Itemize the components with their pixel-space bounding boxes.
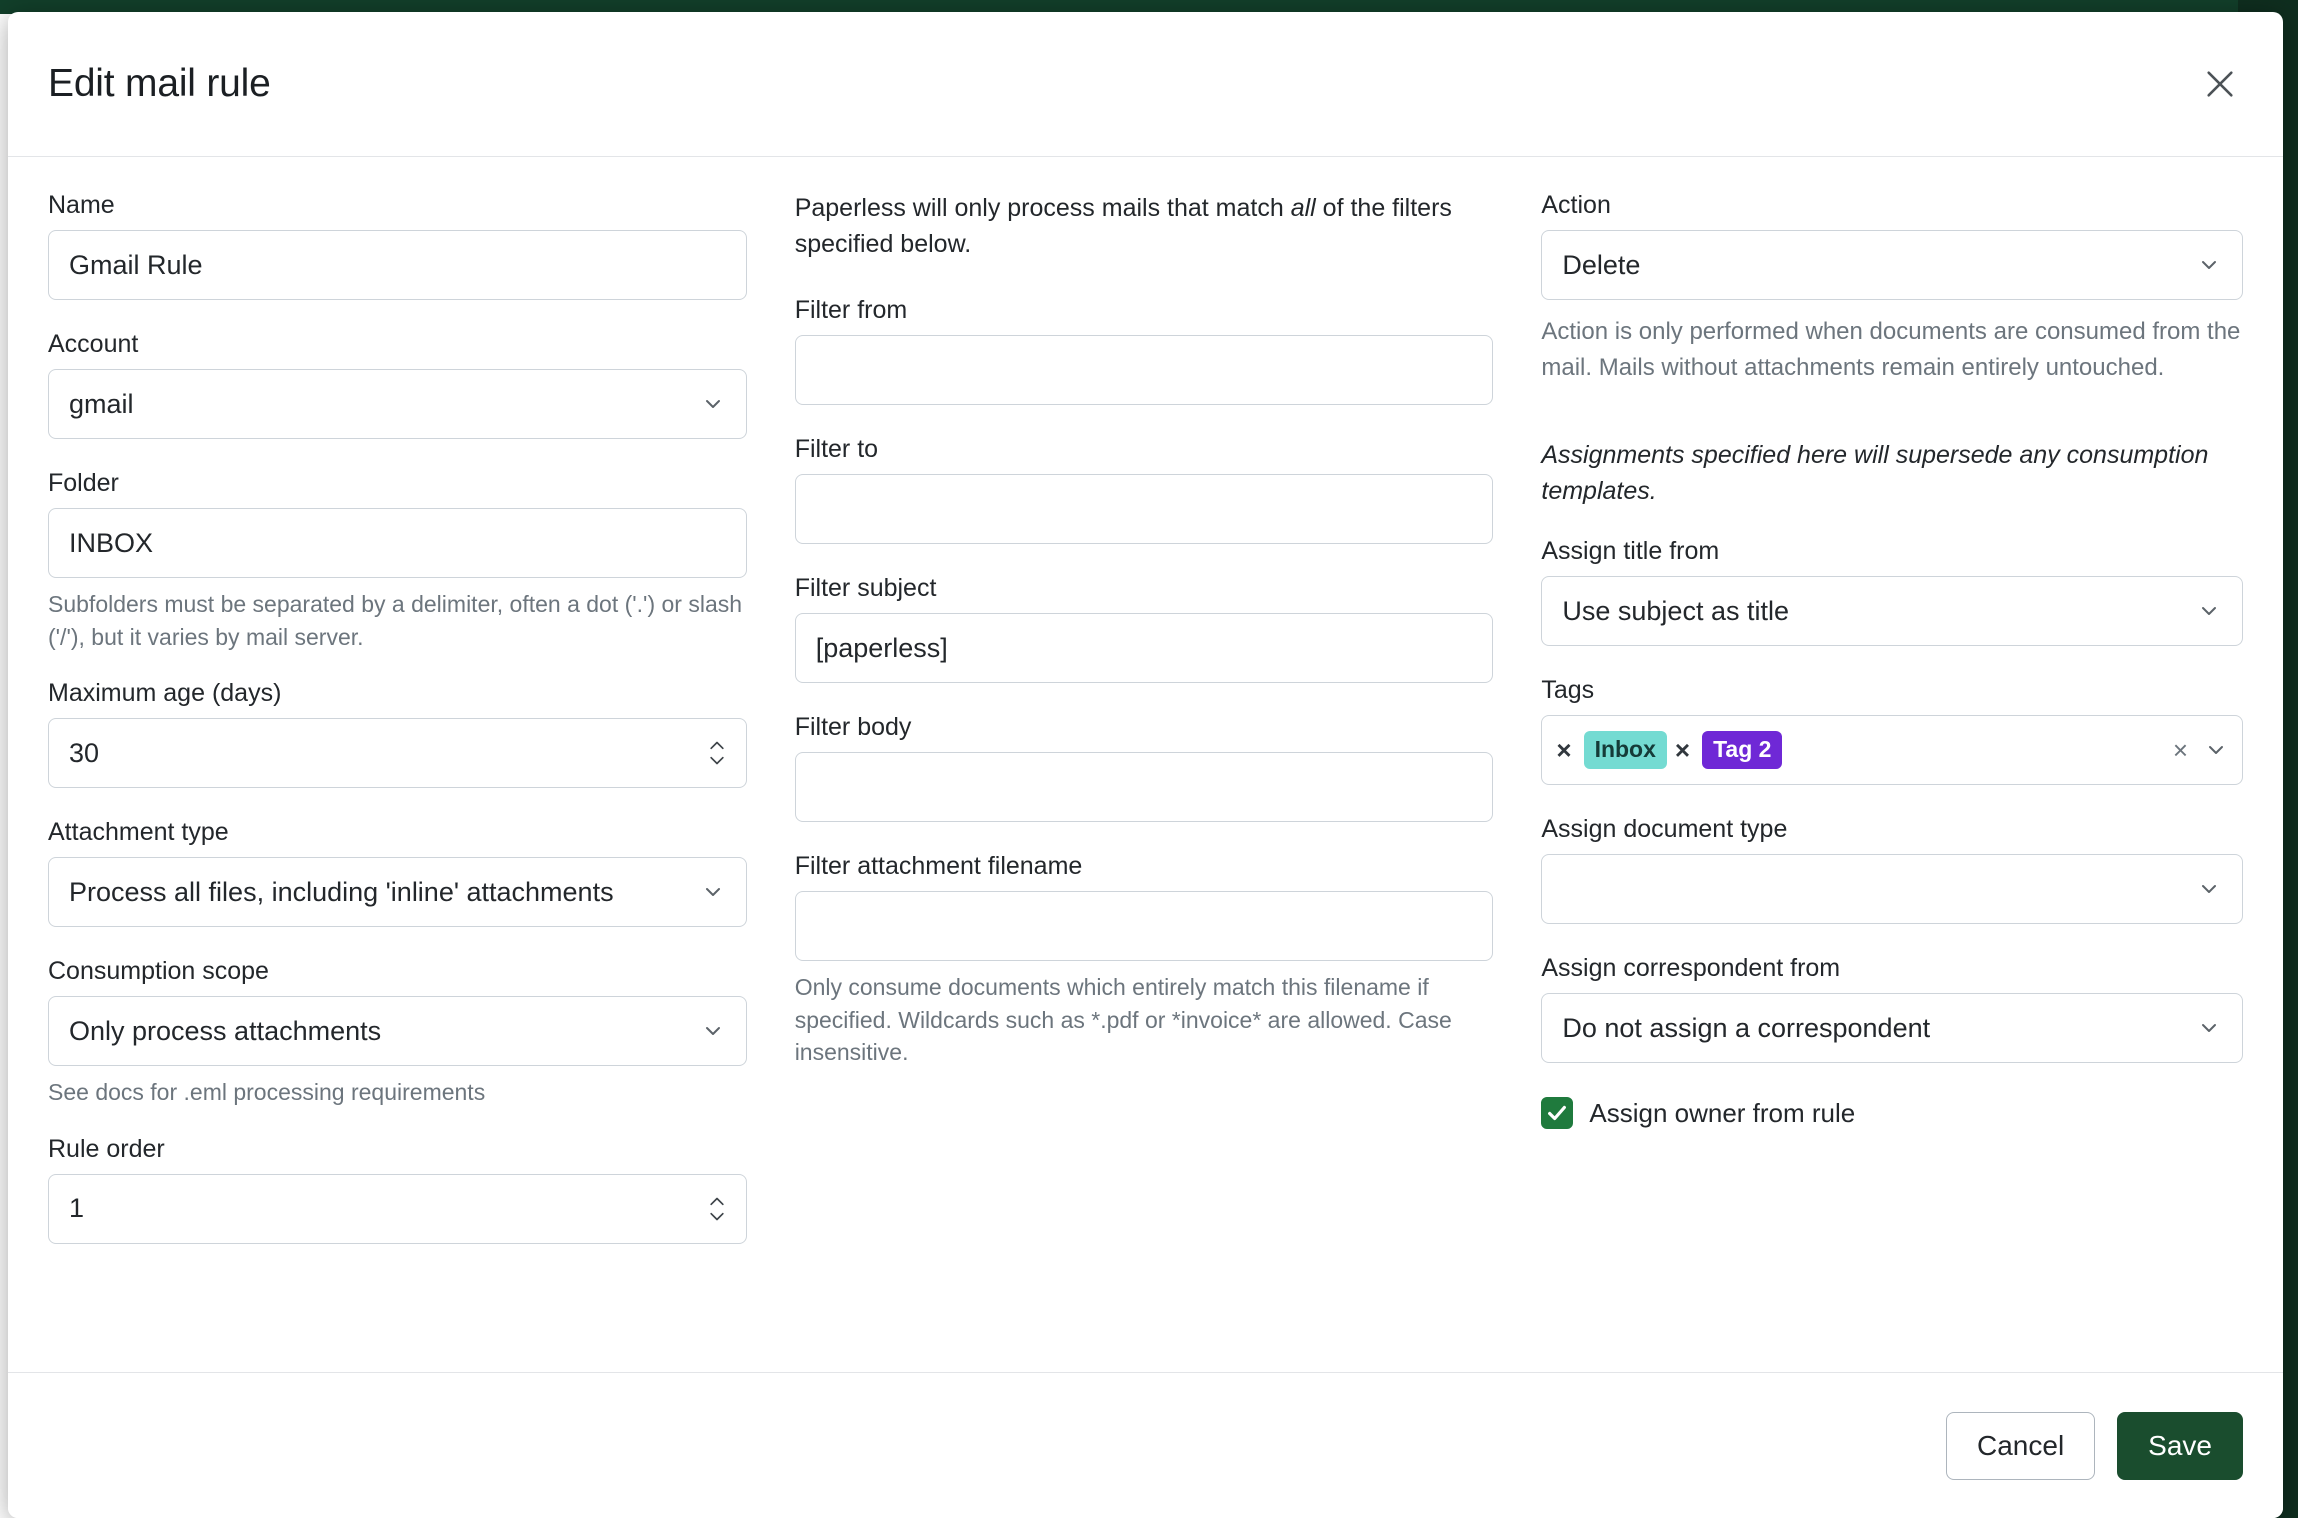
action-hint: Action is only performed when documents are consumed from the mail. Mails without attachments remain entirely untouched. [1541,318,2241,381]
field-filter-from [795,296,1494,405]
settings-column [48,191,795,1372]
assign-owner-checkbox[interactable] [1541,1097,1573,1129]
account-select-wrap [48,369,747,439]
filter-to-label: Filter to [794,435,879,463]
consumption-scope-select-wrap [48,996,747,1066]
assign-owner-label: Assign owner from rule [1589,1097,1856,1128]
tags-input[interactable] [1541,715,2243,785]
assign-document-type-label: Assign document type [1541,815,1788,843]
filter-body-label: Filter body [794,713,912,741]
field-filter-subject [795,574,1494,683]
maximum-age-input[interactable] [48,718,747,788]
field-folder [48,469,747,653]
filter-body-input[interactable] [795,752,1494,822]
maximum-age-wrap [48,718,747,788]
folder-input[interactable] [48,508,747,578]
rule-order-input[interactable] [48,1174,747,1244]
dialog-title: Edit mail rule [48,62,271,105]
filter-subject-label: Filter subject [794,574,937,602]
assign-correspondent-select-wrap [1541,993,2243,1063]
assign-title-select-wrap [1541,576,2243,646]
save-button[interactable]: Save [2117,1412,2243,1480]
name-input[interactable] [48,230,747,300]
filter-attachment-hint: Only consume documents which entirely match this filename if specified. Wildcards such as *.pdf or *invoice* are allowed. Case insensitive. [794,974,1452,1066]
close-icon[interactable] [2193,57,2247,111]
tag-pill-label: Inbox [1584,731,1667,769]
attachment-type-label: Attachment type [48,818,229,847]
cancel-button[interactable]: Cancel [1946,1412,2095,1480]
rule-order-wrap [48,1174,747,1244]
assign-title-label: Assign title from [1541,537,1720,565]
field-name [48,191,747,300]
assign-title-select[interactable]: Use subject as title [1541,576,2243,646]
attachment-type-select[interactable]: Process all files, including 'inline' attachments [48,857,747,927]
tags-label: Tags [1541,676,1595,704]
folder-hint: Subfolders must be separated by a delimiter, often a dot ('.') or slash ('/'), but it varies by mail server. [48,591,743,650]
field-consumption-scope [48,957,747,1109]
tag-chip[interactable] [1554,731,1667,769]
field-rule-order [48,1135,747,1244]
field-assign-title [1541,537,2243,646]
filters-intro [795,191,1494,262]
assign-document-type-select-wrap [1541,854,2243,924]
field-attachment-type [48,818,747,927]
dialog-header [8,12,2283,157]
tag-chip[interactable] [1673,731,1783,769]
filter-attachment-filename-label: Filter attachment filename [794,852,1083,880]
field-filter-body [795,713,1494,822]
filter-from-input[interactable] [795,335,1494,405]
field-filter-to [795,435,1494,544]
assignments-note: Assignments specified here will supersede any consumption templates. [1541,441,2209,505]
account-label: Account [48,330,139,358]
remove-tag-icon[interactable]: × [1674,735,1691,765]
consumption-scope-select[interactable]: Only process attachments [48,996,747,1066]
maximum-age-label: Maximum age (days) [48,679,282,708]
field-action [1541,191,2243,386]
tags-controls [2173,735,2228,766]
dialog-footer [8,1372,2283,1518]
folder-label: Folder [48,469,119,497]
filter-attachment-filename-input[interactable] [795,891,1494,961]
filter-subject-input[interactable] [795,613,1494,683]
filters-intro-emphasis: all [1290,194,1316,222]
field-assign-correspondent [1541,954,2243,1063]
filters-column [795,191,1542,1372]
field-assign-document-type [1541,815,2243,924]
filters-intro-after: of the filters specified below. [794,194,1452,258]
consumption-scope-label: Consumption scope [48,957,269,986]
clear-tags-icon[interactable]: × [2172,734,2188,765]
stepper-icon[interactable] [707,739,727,768]
filter-to-input[interactable] [795,474,1494,544]
field-account [48,330,747,439]
action-select-wrap [1541,230,2243,300]
remove-tag-icon[interactable]: × [1556,735,1572,765]
name-label: Name [48,191,115,219]
field-maximum-age [48,679,747,788]
stepper-icon[interactable] [707,1194,727,1223]
consumption-scope-hint: See docs for .eml processing requirements [48,1079,486,1106]
attachment-type-select-wrap [48,857,747,927]
assign-correspondent-label: Assign correspondent from [1541,954,1841,982]
actions-column [1541,191,2243,1372]
action-label: Action [1541,191,1611,219]
tag-pill-label: Tag 2 [1702,731,1782,769]
field-filter-attachment-filename [795,852,1494,1069]
account-select[interactable]: gmail [48,369,747,439]
dialog-body [8,157,2283,1372]
assign-document-type-select[interactable] [1541,854,2243,924]
assign-owner-row[interactable] [1541,1097,2243,1129]
chevron-down-icon[interactable] [2204,738,2228,762]
filters-intro-before: Paperless will only process mails that match [794,194,1291,222]
rule-order-label: Rule order [48,1134,165,1163]
assign-correspondent-select[interactable]: Do not assign a correspondent [1541,993,2243,1063]
filter-from-label: Filter from [794,296,908,324]
action-select[interactable]: Delete [1541,230,2243,300]
edit-mail-rule-dialog [8,12,2283,1518]
field-tags [1541,676,2243,785]
